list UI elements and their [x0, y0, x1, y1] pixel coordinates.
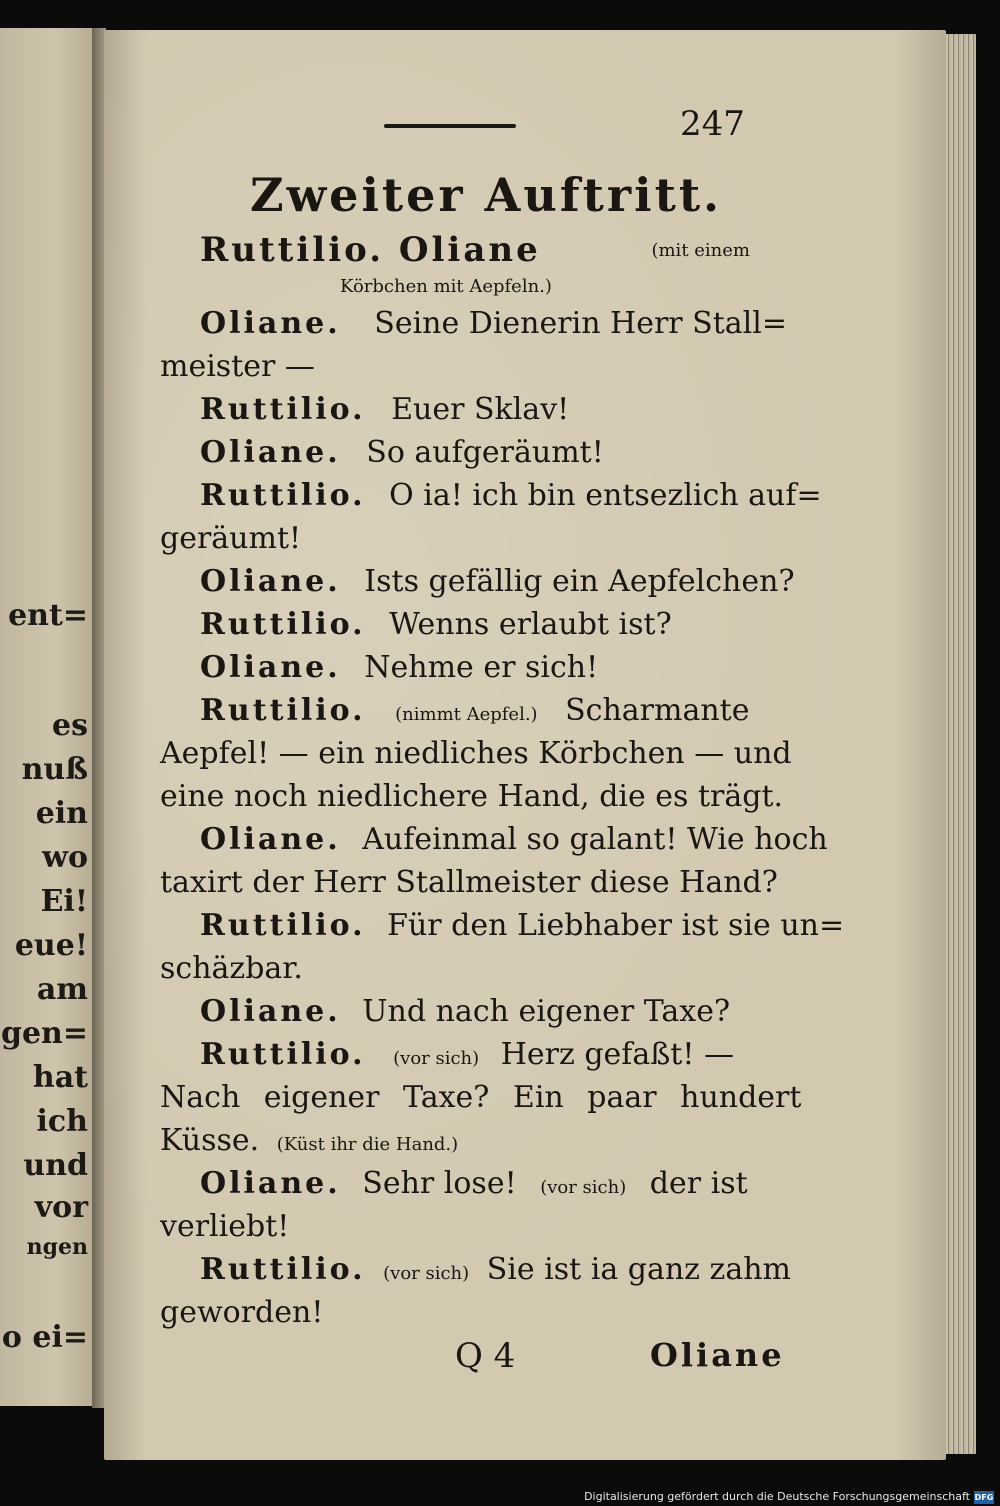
- speaker-name: Oliane.: [200, 994, 341, 1029]
- dialogue-line: taxirt der Herr Stallmeister diese Hand?: [160, 865, 778, 900]
- dialogue-line: [200, 607, 672, 642]
- line-text: Sie ist ia ganz zahm: [486, 1252, 791, 1287]
- line-text: Und nach eigener Taxe?: [362, 994, 731, 1029]
- left-fragment: und: [23, 1148, 88, 1183]
- stage-direction: (vor sich): [383, 1263, 470, 1284]
- line-text: So aufgeräumt!: [366, 435, 604, 470]
- line-text: Ists gefällig ein Aepfelchen?: [364, 564, 795, 599]
- stage-direction: Körbchen mit Aepfeln.): [340, 276, 552, 297]
- speaker-name: Ruttilio.: [200, 1037, 366, 1072]
- line-text: O ia! ich bin entsezlich auf=: [389, 478, 822, 513]
- dialogue-line: eine noch niedlichere Hand, die es trägt.: [160, 779, 784, 814]
- line-text: der ist: [649, 1166, 748, 1201]
- dialogue-line: meister —: [160, 349, 315, 384]
- left-fragment: am: [36, 972, 88, 1007]
- dialogue-line: [200, 564, 795, 599]
- dialogue-line: geworden!: [160, 1295, 324, 1330]
- line-text: Nehme er sich!: [364, 650, 599, 685]
- speaker-name: Oliane.: [200, 435, 341, 470]
- line-text: Küsse.: [160, 1123, 260, 1158]
- speaker-name: Ruttilio.: [200, 908, 366, 943]
- dialogue-line: [160, 1123, 458, 1158]
- line-text: Wenns erlaubt ist?: [389, 607, 672, 642]
- line-text: Herz gefaßt! —: [500, 1037, 734, 1072]
- speaker-name: Ruttilio.: [200, 1252, 366, 1287]
- speaker-name: Oliane.: [200, 306, 341, 341]
- speaker-name: Oliane.: [200, 564, 341, 599]
- left-fragment: o ei=: [1, 1320, 88, 1355]
- speaker-name: Oliane.: [200, 822, 341, 857]
- speaker-name: Ruttilio.: [200, 693, 366, 728]
- line-text: Euer Sklav!: [391, 392, 570, 427]
- dialogue-line: [200, 693, 750, 728]
- speaker-name: Oliane.: [200, 1166, 341, 1201]
- speaker-name: Oliane.: [200, 650, 341, 685]
- speaker-name: Ruttilio.: [200, 392, 366, 427]
- left-fragment: nuß: [21, 752, 88, 787]
- left-page-edge: [0, 28, 94, 1406]
- credit-text: Digitalisierung gefördert durch die Deutsche Forschungsgemeinschaft: [584, 1490, 970, 1503]
- left-fragment: ngen: [26, 1234, 88, 1260]
- dialogue-line: schäzbar.: [160, 951, 303, 986]
- left-fragment: Ei!: [40, 884, 88, 919]
- left-fragment: vor: [34, 1190, 88, 1225]
- dialogue-line: geräumt!: [160, 521, 302, 556]
- dialogue-line: [200, 994, 730, 1029]
- speaker-name: Ruttilio.: [200, 607, 366, 642]
- stage-direction: (vor sich): [393, 1048, 480, 1069]
- speaker-name: Ruttilio.: [200, 478, 366, 513]
- dfg-logo-icon: DFG: [974, 1493, 994, 1502]
- cast-names: Ruttilio. Oliane: [200, 230, 541, 270]
- signature-mark: Q 4: [455, 1336, 516, 1376]
- dialogue-line: [200, 650, 598, 685]
- left-fragment: ent=: [8, 598, 88, 633]
- left-fragment: ich: [36, 1104, 88, 1139]
- left-fragment: eue!: [14, 928, 88, 963]
- left-fragment: wo: [42, 840, 88, 875]
- left-fragment: es: [52, 708, 88, 743]
- dialogue-line: verliebt!: [160, 1209, 290, 1244]
- line-text: Scharmante: [565, 693, 750, 728]
- left-fragment: ein: [35, 796, 88, 831]
- left-fragment: hat: [32, 1060, 88, 1095]
- header-rule: [384, 124, 516, 128]
- dialogue-line: [200, 435, 604, 470]
- dialogue-line: [200, 822, 828, 857]
- stage-direction: (vor sich): [540, 1177, 627, 1198]
- left-fragment: gen=: [0, 1016, 88, 1051]
- stage-direction: (Küst ihr die Hand.): [276, 1134, 459, 1155]
- cast-list: [200, 230, 760, 270]
- dialogue-line: [200, 478, 822, 513]
- dialogue-line: Aepfel! — ein niedliches Körbchen — und: [160, 736, 792, 771]
- dialogue-line: [200, 908, 844, 943]
- catchword: Oliane: [650, 1336, 785, 1374]
- line-text: Aufeinmal so galant! Wie hoch: [362, 822, 828, 857]
- line-text: Für den Liebhaber ist sie un=: [387, 908, 845, 943]
- scene-heading: Zweiter Auftritt.: [250, 168, 723, 222]
- dialogue-line: [200, 392, 569, 427]
- dialogue-line: [200, 306, 787, 341]
- dialogue-line: [200, 1166, 748, 1201]
- dialogue-line: [200, 1252, 791, 1287]
- line-text: Sehr lose!: [362, 1166, 517, 1201]
- stage-direction: (nimmt Aepfel.): [395, 704, 538, 725]
- line-text: Seine Dienerin Herr Stall=: [374, 306, 787, 341]
- page-edges: [946, 34, 976, 1454]
- stage-direction: (mit einem: [651, 240, 750, 261]
- dialogue-line: [200, 1037, 734, 1072]
- page-number: 247: [680, 104, 745, 144]
- dialogue-line: Nach eigener Taxe? Ein paar hundert: [160, 1080, 802, 1115]
